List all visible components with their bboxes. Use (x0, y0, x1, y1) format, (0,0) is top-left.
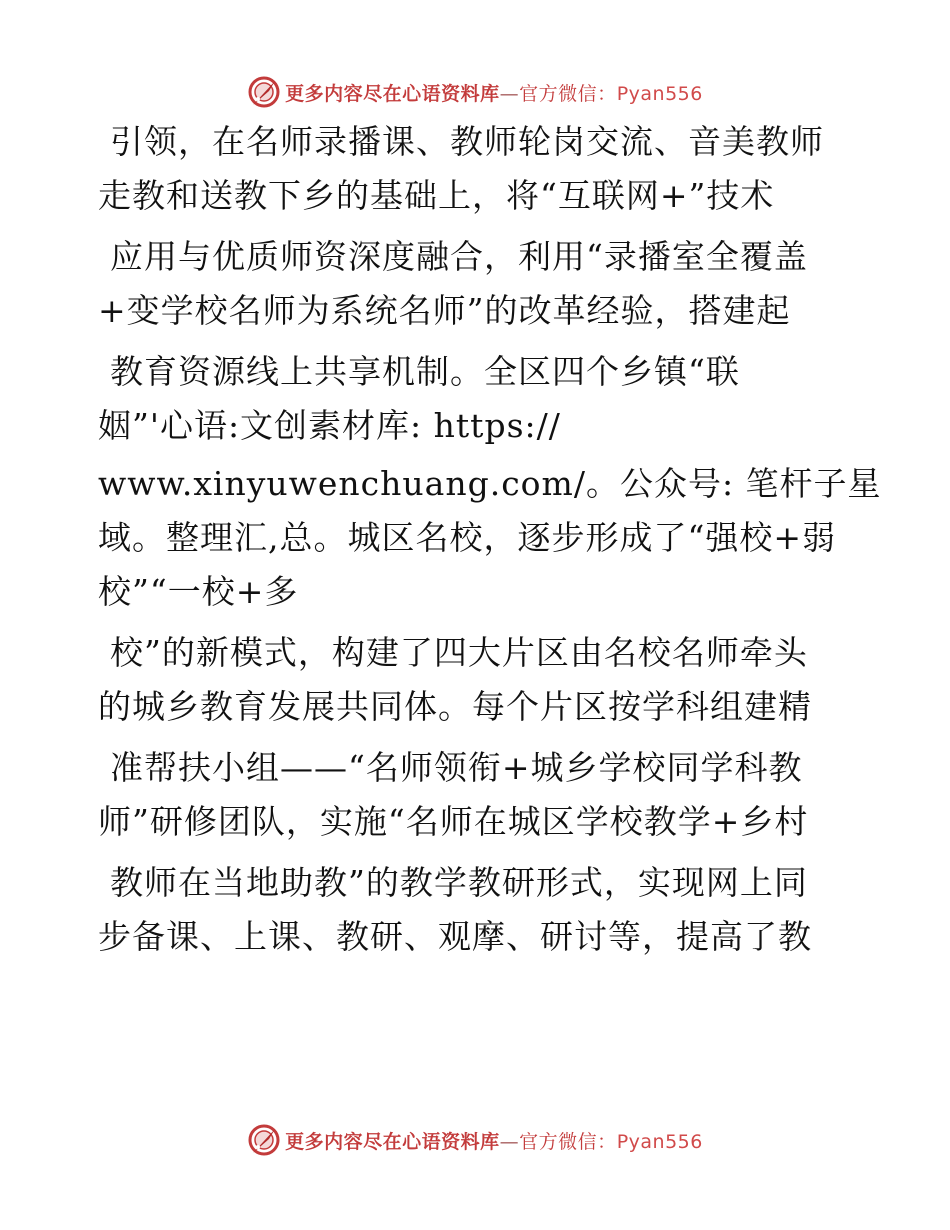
banner-handle: Pyan556 (616, 1130, 703, 1153)
banner-separator: — (499, 82, 520, 105)
text-line: 的城乡教育发展共同体。每个片区按学科组建精 (98, 687, 812, 726)
text-line: 校”“一校+多 (98, 572, 299, 611)
text-line: 域。整理汇,总。城区名校，逐步形成了“强校+弱 (98, 518, 837, 557)
quill-logo-icon (247, 75, 281, 109)
banner-brand: 更多内容尽在心语资料库 (285, 1130, 500, 1153)
body-paragraph (98, 120, 882, 959)
text-line: 教育资源线上共享机制。全区四个乡镇“联 (110, 352, 740, 391)
text-line: 走教和送教下乡的基础上，将“互联网+”技术 (98, 176, 775, 215)
banner-handle: Pyan556 (616, 82, 703, 105)
text-line: 师”研修团队，实施“名师在城区学校教学+乡村 (98, 802, 809, 841)
text-line: 准帮扶小组——“名师领衔+城乡学校同学科教 (110, 748, 803, 787)
text-line: 应用与优质师资深度融合，利用“录播室全覆盖 (110, 237, 808, 276)
banner-text (285, 1127, 703, 1154)
banner-text (285, 79, 703, 106)
text-line: 步备课、上课、教研、观摩、研讨等，提高了教 (98, 917, 812, 956)
banner-wechat-label: 官方微信： (519, 1130, 617, 1153)
text-line: +变学校名师为系统名师”的改革经验，搭建起 (98, 291, 791, 330)
banner-brand: 更多内容尽在心语资料库 (285, 82, 500, 105)
banner-wechat-label: 官方微信： (519, 82, 617, 105)
banner-separator: — (499, 1130, 520, 1153)
quill-logo-icon (247, 1123, 281, 1157)
text-line: www.xinyuwenchuang.com/。公众号: 笔杆子星 (98, 464, 882, 503)
text-line: 教师在当地助教”的教学教研形式，实现网上同 (110, 863, 808, 902)
text-line: 姻”'心语:文创素材库: https:// (98, 406, 561, 445)
header-banner (0, 72, 950, 112)
footer-banner (0, 1120, 950, 1160)
text-line: 引领，在名师录播课、教师轮岗交流、音美教师 (110, 122, 824, 161)
text-line: 校”的新模式，构建了四大片区由名校名师牵头 (110, 633, 808, 672)
